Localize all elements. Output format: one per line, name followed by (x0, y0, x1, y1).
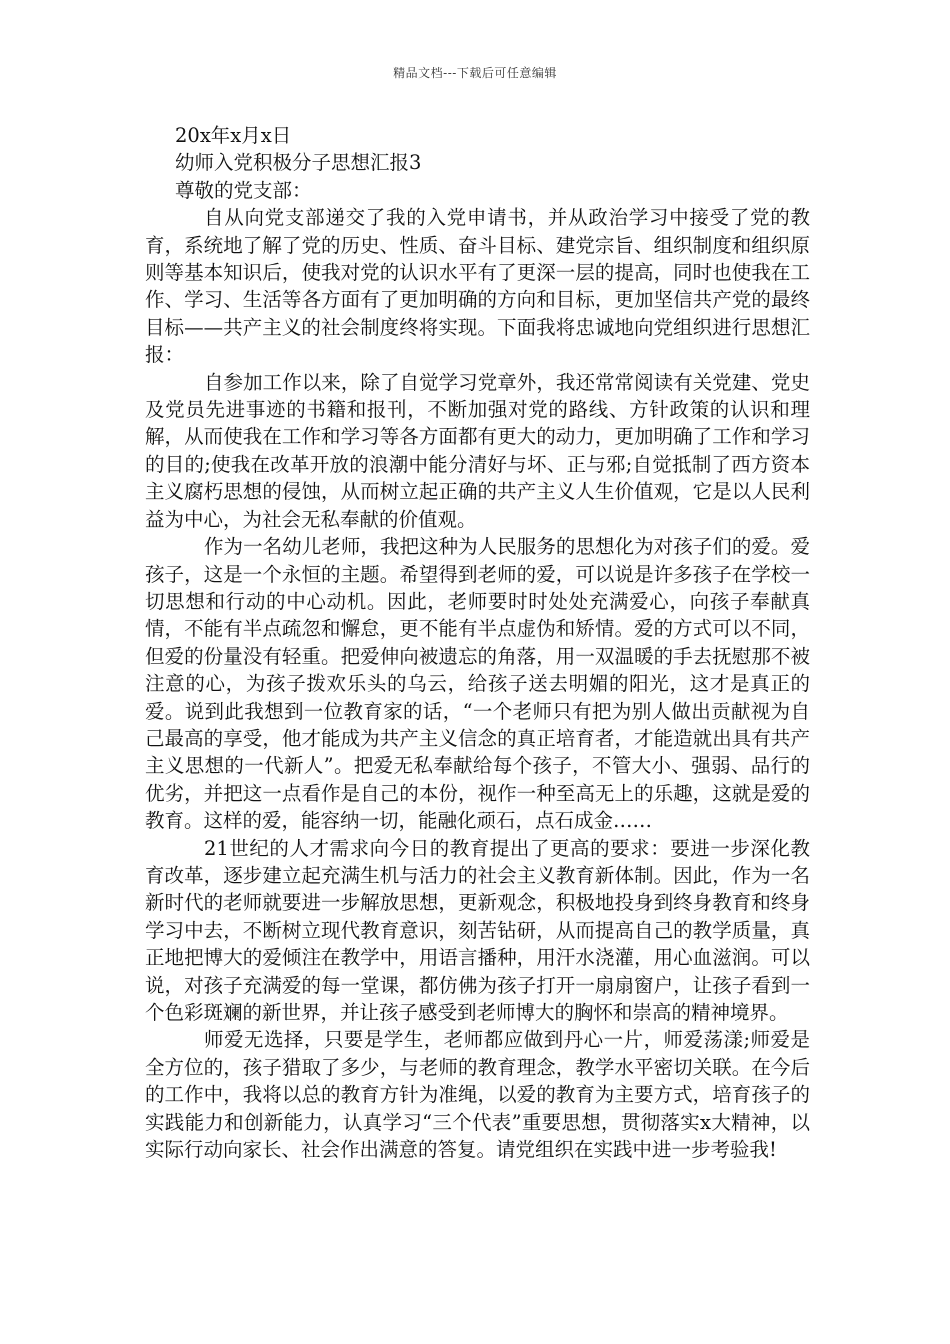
document-salutation: 尊敬的党支部： (175, 178, 312, 202)
document-title: 幼师入党积极分子思想汇报3 (175, 151, 422, 175)
paragraph: 自从向党支部递交了我的入党申请书，并从政治学习中接受了党的教育，系统地了解了党的历史、性质、奋斗目标、建党宗旨、组织制度和组织原则等基本知识后，使我对党的认识水平有了更深一层的提高，同时也使我在工作、学习、生活等各方面有了更加明确的方向和目标，更加坚信共产党的最终目标——共产主义的社会制度终将实现。下面我将忠诚地向党组织进行思想汇报： (145, 206, 810, 367)
page-header: 精品文档---下载后可任意编辑 (393, 66, 557, 80)
document-body (145, 122, 810, 1163)
document-date: 20x年x月x日 (175, 124, 292, 147)
paragraph: 21世纪的人才需求向今日的教育提出了更高的要求：要进一步深化教育改革，逐步建立起充满生机与活力的社会主义教育新体制。因此，作为一名新时代的老师就要进一步解放思想，更新观念，积极地投身到终身教育和终身学习中去，不断树立现代教育意识，刻苦钻研，从而提高自己的教学质量，真正地把博大的爱倾注在教学中，用语言播种，用汗水浇灌，用心血滋润。可以说，对孩子充满爱的每一堂课，都仿佛为孩子打开一扇扇窗户，让孩子看到一个色彩斑斓的新世界，并让孩子感受到老师博大的胸怀和崇高的精神境界。 (145, 836, 810, 1024)
paragraph: 自参加工作以来，除了自觉学习党章外，我还常常阅读有关党建、党史及党员先进事迹的书籍和报刊，不断加强对党的路线、方针政策的认识和理解，从而使我在工作和学习等各方面都有更大的动力，更加明确了工作和学习的目的;使我在改革开放的浪潮中能分清好与坏、正与邪;自觉抵制了西方资本主义腐朽思想的侵蚀，从而树立起正确的共产主义人生价值观，它是以人民利益为中心，为社会无私奉献的价值观。 (145, 370, 810, 531)
paragraph: 师爱无选择，只要是学生，老师都应做到丹心一片，师爱荡漾;师爱是全方位的，孩子猎取了多少，与老师的教育理念，教学水平密切关联。在今后的工作中，我将以总的教育方针为准绳，以爱的教育为主要方式，培育孩子的实践能力和创新能力，认真学习“三个代表”重要思想，贯彻落实x大精神，以实际行动向家长、社会作出满意的答复。请党组织在实践中进一步考验我! (145, 1028, 810, 1162)
paragraph: 作为一名幼儿老师，我把这种为人民服务的思想化为对孩子们的爱。爱孩子，这是一个永恒的主题。希望得到老师的爱，可以说是许多孩子在学校一切思想和行动的中心动机。因此，老师要时时处处充满爱心，向孩子奉献真情，不能有半点疏忽和懈怠，更不能有半点虚伪和矫情。爱的方式可以不同，但爱的份量没有轻重。把爱伸向被遗忘的角落，用一双温暖的手去抚慰那不被注意的心，为孩子拨欢乐头的乌云，给孩子送去明媚的阳光，这才是真正的爱。说到此我想到一位教育家的话，“一个老师只有把为别人做出贡献视为自己最高的享受，他才能成为共产主义信念的真正培育者，才能造就出具有共产主义思想的一代新人”。把爱无私奉献给每个孩子，不管大小、强弱、品行的优劣，并把这一点看作是自己的本份，视作一种至高无上的乐趣，这就是爱的教育。这样的爱，能容纳一切，能融化顽石，点石成金…… (145, 535, 810, 833)
